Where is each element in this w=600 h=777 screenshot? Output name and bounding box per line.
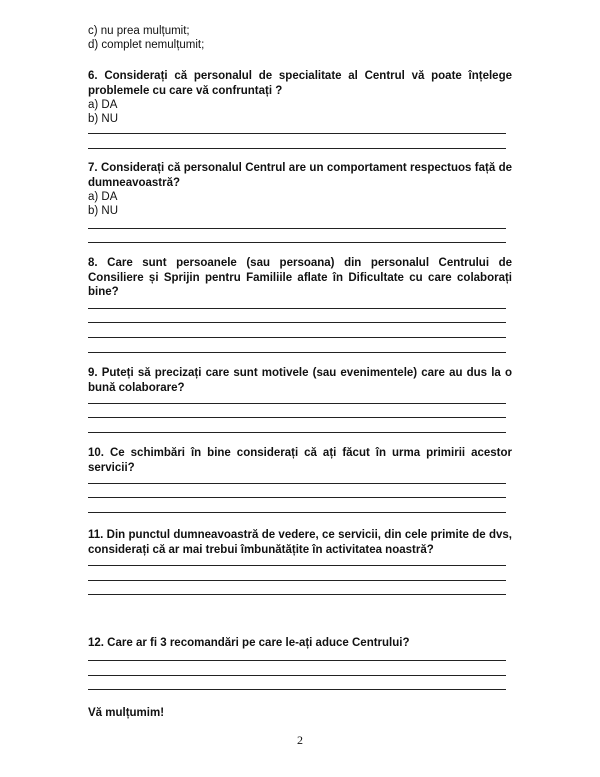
- option-d: d) complet nemulțumit;: [88, 39, 205, 51]
- question-6-text: 6. Considerați că personalul de specialitate al Centrul vă poate înțelege problemele cu care vă confruntați ?: [88, 70, 512, 97]
- closing: [88, 706, 512, 721]
- question-7-option-a: a) DA: [88, 191, 118, 203]
- question-7-option-b: b) NU: [88, 205, 119, 217]
- question-6-option-b: b) NU: [88, 113, 119, 125]
- answer-line[interactable]: [88, 689, 506, 690]
- answer-line[interactable]: [88, 133, 506, 134]
- answer-line[interactable]: [88, 675, 506, 676]
- question-7-text: 7. Considerați că personalul Centrul are un comportament respectuos față de dumneavoastră?: [88, 162, 512, 189]
- answer-line[interactable]: [88, 497, 506, 498]
- option-c: c) nu prea mulțumit;: [88, 25, 190, 37]
- question-11: [88, 528, 512, 557]
- answer-line[interactable]: [88, 352, 506, 353]
- answer-line[interactable]: [88, 512, 506, 513]
- answer-line[interactable]: [88, 242, 506, 243]
- page-number: 2: [297, 733, 303, 747]
- answer-line[interactable]: [88, 565, 506, 566]
- answer-line[interactable]: [88, 337, 506, 338]
- answer-line[interactable]: [88, 432, 506, 433]
- answer-line[interactable]: [88, 580, 506, 581]
- answer-line[interactable]: [88, 594, 506, 595]
- previous-options: [88, 24, 512, 52]
- question-8: [88, 256, 512, 300]
- answer-line[interactable]: [88, 228, 506, 229]
- question-6-option-a: a) DA: [88, 99, 118, 111]
- answer-line[interactable]: [88, 417, 506, 418]
- question-11-text: 11. Din punctul dumneavoastră de vedere, ce servicii, din cele primite de dvs, considerați că ar mai trebui îmbunătățite în activitatea noastră?: [88, 529, 512, 556]
- closing-text: Vă mulțumim!: [88, 707, 165, 719]
- question-8-text: 8. Care sunt persoanele (sau persoana) din personalul Centrului de Consiliere și Sprijin pentru Familiile aflate în Dificultate cu care colaborați bine?: [88, 257, 512, 298]
- answer-line[interactable]: [88, 308, 506, 309]
- answer-line[interactable]: [88, 660, 506, 661]
- question-12: [88, 636, 512, 651]
- question-10: [88, 446, 512, 475]
- question-9: [88, 366, 512, 395]
- answer-line[interactable]: [88, 403, 506, 404]
- question-7: [88, 161, 512, 218]
- question-9-text: 9. Puteți să precizați care sunt motivele (sau evenimentele) care au dus la o bună colaborare?: [88, 367, 512, 394]
- question-6: [88, 69, 512, 126]
- answer-line[interactable]: [88, 483, 506, 484]
- question-10-text: 10. Ce schimbări în bine considerați că ați făcut în urma primirii acestor servicii?: [88, 447, 512, 474]
- answer-line[interactable]: [88, 322, 506, 323]
- question-12-text: 12. Care ar fi 3 recomandări pe care le-ați aduce Centrului?: [88, 637, 410, 649]
- answer-line[interactable]: [88, 148, 506, 149]
